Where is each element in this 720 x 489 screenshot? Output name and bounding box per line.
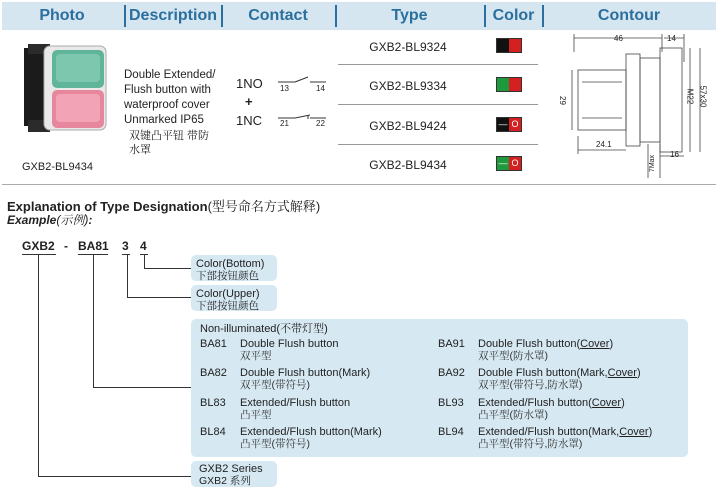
underline-series [22, 254, 56, 255]
option-en: Extended/Flush button(Mark) [240, 426, 382, 438]
option-item [438, 397, 625, 421]
leader-model [93, 255, 94, 388]
explanation-title-en: Explanation of Type Designation [7, 199, 208, 214]
code-part-series: GXB2 [22, 239, 55, 253]
swatch-upper [497, 78, 509, 91]
option-item [200, 338, 338, 362]
option-en: Extended/Flush button(Mark, [478, 426, 620, 438]
option-en: Extended/Flush button [240, 397, 351, 409]
code-part-model: BA81 [78, 239, 109, 253]
option-en-end: ) [636, 367, 641, 379]
photo-caption: GXB2-BL9434 [22, 161, 93, 173]
color-swatch [496, 38, 522, 53]
color-swatch [496, 77, 522, 92]
explanation-title-cn: (型号命名方式解释) [207, 199, 321, 214]
option-en-underlined: Cover [591, 397, 622, 409]
swatch-lower [509, 39, 521, 52]
option-code: BL93 [438, 397, 464, 409]
option-item [438, 426, 652, 450]
option-code: BA81 [200, 338, 227, 350]
header-description: Description [128, 7, 217, 24]
series-en: GXB2 Series [199, 463, 263, 475]
leader-series [38, 476, 191, 477]
swatch-upper [497, 39, 509, 52]
row-divider [338, 64, 538, 65]
option-code: BL83 [200, 397, 226, 409]
option-cn: 凸平型 [240, 409, 272, 421]
option-code: BL84 [200, 426, 226, 438]
swatch-lower: O [509, 157, 521, 170]
swatch-lower: O [509, 118, 521, 131]
swatch-upper: — [498, 119, 508, 129]
type-code: GXB2-BL9424 [369, 119, 447, 133]
leader-series [38, 255, 39, 477]
option-item [438, 367, 641, 391]
dim-14: 14 [667, 34, 676, 43]
option-en: Double Flush button(Mark, [478, 367, 608, 379]
option-item [200, 397, 350, 421]
product-photo [22, 40, 114, 138]
example-label-en: Example [7, 213, 57, 227]
option-item [200, 426, 382, 450]
no-terminal-out: 14 [316, 84, 325, 93]
option-cn: 凸平型(防水罩) [478, 409, 548, 421]
dim-24-1: 24.1 [596, 140, 612, 149]
option-en: Extended/Flush button( [478, 397, 592, 409]
color-bottom-box [191, 255, 277, 281]
swatch-lower [509, 78, 521, 91]
code-part-bottom-color: 4 [140, 239, 147, 253]
color-upper-cn: 下部按钮颜色 [196, 300, 259, 312]
type-code: GXB2-BL9434 [369, 158, 447, 172]
dim-46: 46 [614, 34, 623, 43]
dim-57x30: 57x30 [698, 85, 708, 108]
leader-upper [127, 255, 128, 298]
option-code: BL94 [438, 426, 464, 438]
type-code: GXB2-BL9324 [369, 40, 447, 54]
swatch-upper: — [498, 158, 508, 168]
underline-upper [122, 254, 130, 255]
dim-16: 16 [670, 150, 679, 159]
color-upper-box [191, 285, 277, 311]
option-en-end: ) [648, 426, 653, 438]
option-en-underlined: Cover [607, 367, 637, 379]
option-en-underlined: Cover [619, 426, 649, 438]
option-item [438, 338, 613, 362]
header-color: Color [492, 7, 535, 24]
option-item [200, 367, 370, 391]
option-code: BA92 [438, 367, 465, 379]
code-part-upper-color: 3 [122, 239, 129, 253]
leader-model [93, 387, 191, 388]
color-swatch [496, 117, 522, 132]
header-contour: Contour [597, 7, 661, 24]
nc-terminal-in: 21 [280, 119, 289, 128]
contact-nc-label: 1NC [236, 113, 263, 128]
leader-upper [127, 297, 191, 298]
color-upper-en: Color(Upper) [196, 288, 260, 300]
example-label [7, 211, 92, 228]
color-bottom-cn: 下部按钮颜色 [196, 270, 259, 282]
option-cn: 双平型(带符号,防水罩) [478, 379, 583, 391]
option-en-underlined: Cover [580, 338, 610, 350]
series-box [191, 461, 277, 487]
contact-plus: + [245, 94, 253, 109]
leader-bottom [144, 255, 145, 269]
dim-m22: M22 [685, 88, 695, 105]
option-cn: 凸平型(带符号) [240, 438, 310, 450]
code-part-dash: - [64, 239, 68, 253]
dim-29: 29 [557, 96, 567, 105]
option-cn: 双平型 [240, 350, 272, 362]
option-cn: 凸平型(带符号,防水罩) [478, 438, 583, 450]
description-en: Double Extended/ Flush button with waterproof cover Unmarked IP65 [124, 69, 216, 126]
header-type: Type [391, 7, 428, 24]
contact-no-label: 1NO [236, 76, 263, 91]
nc-terminal-out: 22 [316, 119, 325, 128]
option-en-end: ) [621, 397, 625, 409]
option-cn: 双平型(防水罩) [478, 350, 548, 362]
option-en: Double Flush button( [478, 338, 581, 350]
option-en-end: ) [609, 338, 614, 350]
example-colon: : [88, 213, 93, 227]
row-divider [338, 144, 538, 145]
non-illuminated-label: Non-illuminated(不带灯型) [200, 323, 328, 335]
example-label-cn: (示例) [56, 213, 89, 227]
header-photo: Photo [39, 7, 85, 24]
color-bottom-en: Color(Bottom) [196, 258, 265, 270]
contour-drawing [557, 32, 716, 180]
leader-bottom [144, 268, 191, 269]
description-cn: 双键凸平钮 带防水罩 [129, 130, 210, 156]
section-divider [2, 184, 716, 185]
type-code: GXB2-BL9334 [369, 79, 447, 93]
option-cn: 双平型(带符号) [240, 379, 310, 391]
header-contact: Contact [248, 7, 308, 24]
row-divider [338, 104, 538, 105]
series-cn: GXB2 系列 [199, 475, 251, 487]
option-code: BA91 [438, 338, 465, 350]
option-en: Double Flush button(Mark) [240, 367, 371, 379]
option-en: Double Flush button [240, 338, 339, 350]
no-terminal-in: 13 [280, 84, 289, 93]
option-code: BA82 [200, 367, 227, 379]
dim-7max: 7Max [649, 154, 657, 173]
color-swatch [496, 156, 522, 171]
